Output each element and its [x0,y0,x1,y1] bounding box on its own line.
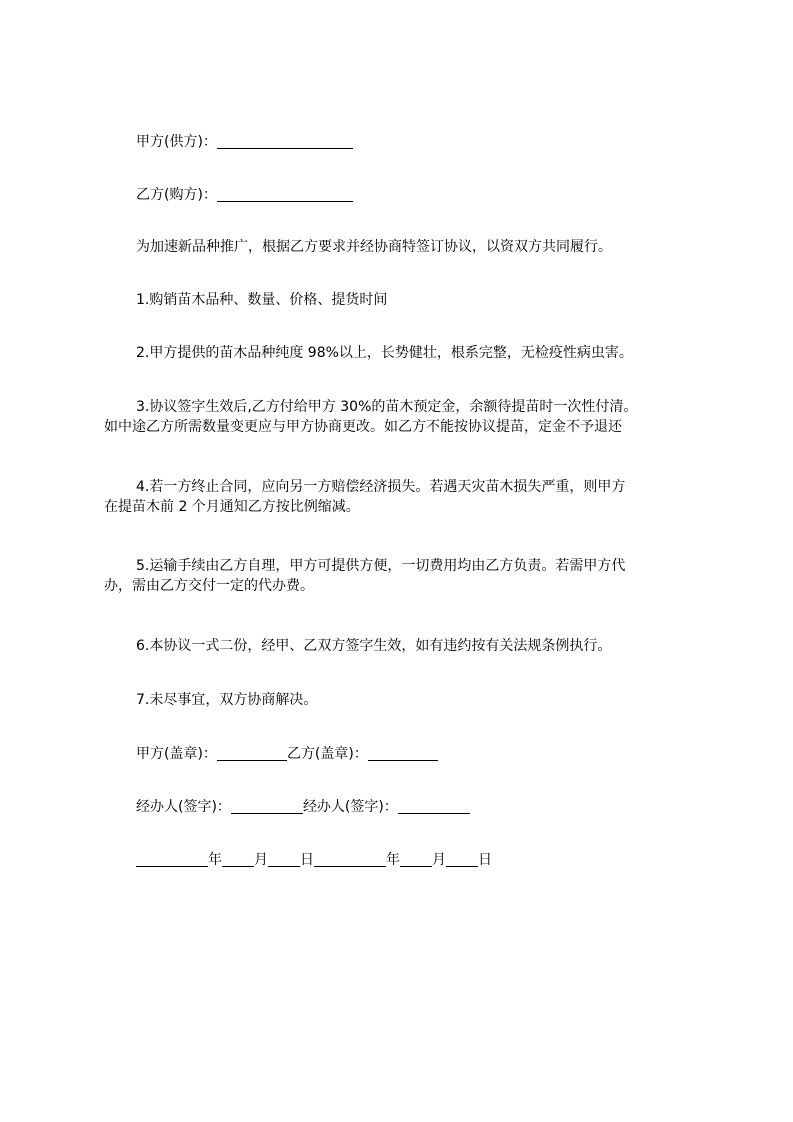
clause-3-line-2: 如中途乙方所需数量变更应与甲方协商更改。如乙方不能按协议提苗，定金不予退还 [104,419,622,435]
party-a-blank[interactable] [217,134,353,149]
agent-line [136,797,470,817]
date-b-day-label: 日 [478,852,492,868]
date-a-month-blank[interactable] [222,852,254,867]
clause-4 [104,477,708,517]
preamble: 为加速新品种推广，根据乙方要求并经协商特签订协议，以资双方共同履行。 [136,239,612,255]
clause-7: 7.未尽事宜，双方协商解决。 [136,692,318,708]
agent-a-label: 经办人(签字)： [136,799,231,815]
party-b-label: 乙方(购方)： [136,187,217,203]
clause-1: 1.购销苗木品种、数量、价格、提货时间 [136,292,388,308]
party-a-line [136,132,353,152]
party-b-blank[interactable] [217,187,353,202]
seal-b-blank[interactable] [368,746,438,761]
seal-a-blank[interactable] [217,746,287,761]
party-a-label: 甲方(供方)： [136,134,217,150]
date-a-day-label: 日 [300,852,314,868]
clause-2: 2.甲方提供的苗木品种纯度 98%以上，长势健壮，根系完整，无检疫性病虫害。 [136,345,633,361]
clause-6: 6.本协议一式二份，经甲、乙双方签字生效，如有违约按有关法规条例执行。 [136,638,612,654]
agent-b-blank[interactable] [398,799,470,814]
date-b-year-blank[interactable] [314,852,386,867]
clause-5-line-2: 办，需由乙方交付一定的代办费。 [104,578,314,594]
date-a-month-label: 月 [254,852,268,868]
seal-b-label: 乙方(盖章)： [286,746,368,762]
party-b-line [136,185,353,205]
date-a-day-blank[interactable] [268,852,300,867]
date-a-year-blank[interactable] [136,852,208,867]
agent-b-label: 经办人(签字)： [302,799,398,815]
agent-a-blank[interactable] [231,799,303,814]
seal-a-label: 甲方(盖章)： [136,746,217,762]
date-b-month-blank[interactable] [400,852,432,867]
date-b-month-label: 月 [432,852,446,868]
clause-4-line-1: 4.若一方终止合同，应向另一方赔偿经济损失。若遇天灾苗木损失严重，则甲方 [136,479,626,495]
date-b-year-label: 年 [386,852,400,868]
date-b-day-blank[interactable] [446,852,478,867]
clause-3 [104,397,708,437]
clause-3-line-1: 3.协议签字生效后,乙方付给甲方 30%的苗木预定金，余额待提苗时一次性付清。 [136,399,638,415]
clause-5 [104,556,708,596]
clause-4-line-2: 在提苗木前 2 个月通知乙方按比例缩减。 [104,499,360,515]
date-a-year-label: 年 [208,852,222,868]
clause-5-line-1: 5.运输手续由乙方自理，甲方可提供方便，一切费用均由乙方负责。若需甲方代 [136,558,626,574]
seal-line [136,744,438,764]
date-line [136,850,492,870]
